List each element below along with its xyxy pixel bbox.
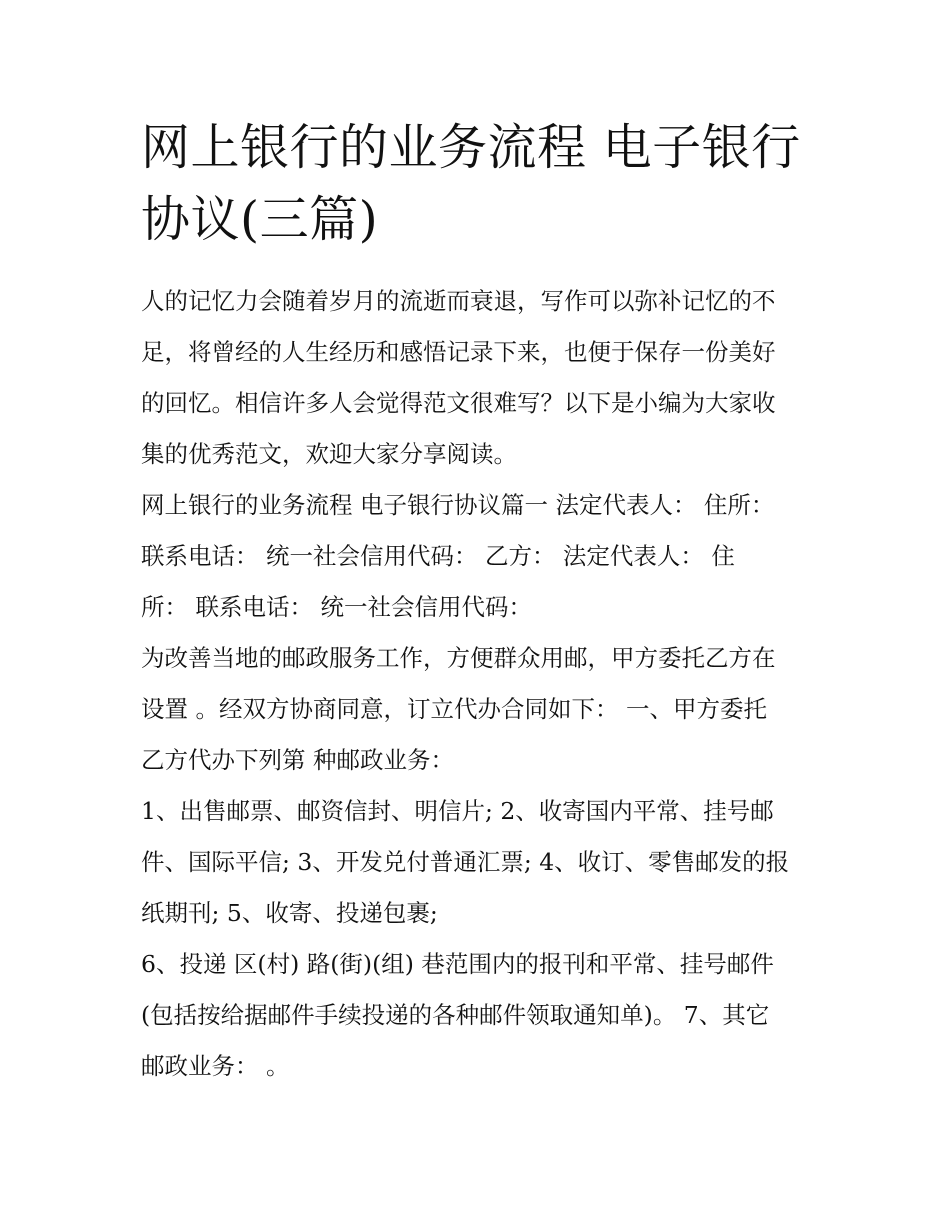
text-line: 为改善当地的邮政服务工作，方便群众用邮，甲方委托乙方在 bbox=[141, 644, 776, 672]
text-line: 1、出售邮票、邮资信封、明信片; 2、收寄国内平常、挂号邮 bbox=[141, 797, 774, 825]
text-line: 所： 联系电话： 统一社会信用代码： bbox=[141, 593, 532, 621]
paragraph-purpose bbox=[141, 633, 816, 786]
text-line: 集的优秀范文，欢迎大家分享阅读。 bbox=[141, 440, 517, 468]
paragraph-delivery bbox=[141, 939, 816, 1092]
text-line: 设置 。经双方协商同意，订立代办合同如下： 一、甲方委托 bbox=[141, 695, 767, 723]
text-line: 邮政业务： 。 bbox=[141, 1052, 290, 1080]
paragraph-intro bbox=[141, 276, 816, 480]
paragraph-services-list bbox=[141, 786, 816, 939]
text-line: 网上银行的业务流程 电子银行协议篇一 法定代表人： 住所： bbox=[141, 491, 775, 519]
text-line: 件、国际平信; 3、开发兑付普通汇票; 4、收订、零售邮发的报 bbox=[141, 848, 790, 876]
text-line: 的回忆。相信许多人会觉得范文很难写？以下是小编为大家收 bbox=[141, 389, 776, 417]
title-line-2: 协议(三篇) bbox=[141, 191, 379, 248]
text-line: 纸期刊; 5、收寄、投递包裹; bbox=[141, 899, 438, 927]
text-line: 人的记忆力会随着岁月的流逝而衰退，写作可以弥补记忆的不 bbox=[141, 287, 776, 315]
text-line: (包括按给据邮件手续投递的各种邮件领取通知单)。 7、其它 bbox=[141, 1001, 770, 1029]
text-line: 6、投递 区(村) 路(街)(组) 巷范围内的报刊和平常、挂号邮件 bbox=[141, 950, 774, 978]
paragraph-parties bbox=[141, 480, 816, 633]
title-line-1: 网上银行的业务流程 电子银行 bbox=[141, 119, 801, 176]
document-title bbox=[141, 112, 821, 256]
text-line: 联系电话： 统一社会信用代码： 乙方： 法定代表人： 住 bbox=[141, 542, 735, 570]
text-line: 乙方代办下列第 种邮政业务： bbox=[141, 746, 454, 774]
text-line: 足，将曾经的人生经历和感悟记录下来，也便于保存一份美好 bbox=[141, 338, 776, 366]
document-body bbox=[141, 276, 816, 1092]
